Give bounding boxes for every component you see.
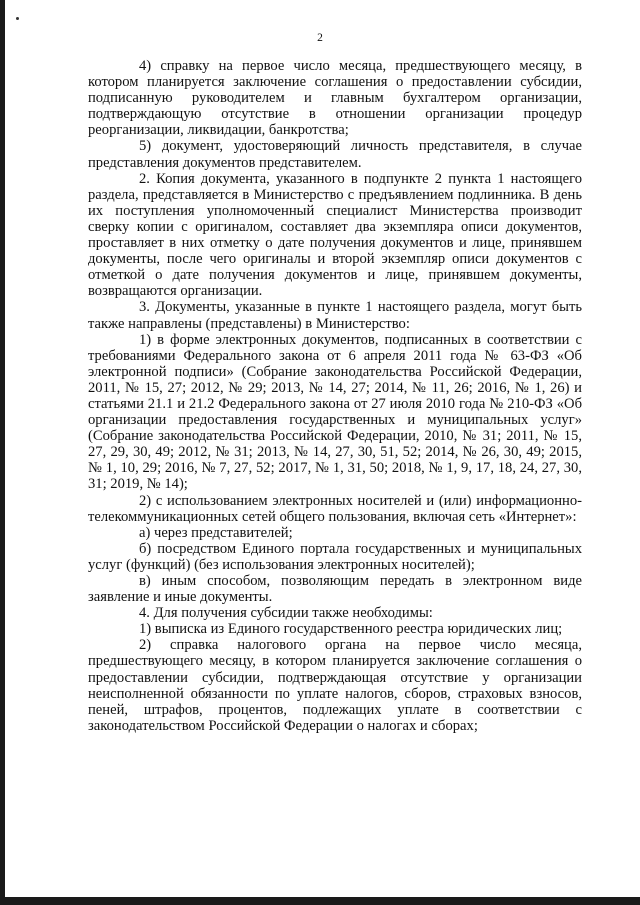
paragraph-clause-3-submission: 3. Документы, указанные в пункте 1 настоящего раздела, могут быть также направлены (представлены) в Министерство:	[88, 299, 582, 332]
paragraph-subitem-a: а) через представителей;	[139, 524, 293, 541]
paragraph-item-4-certificate: 4) справку на первое число месяца, предшествующего месяцу, в котором планируется заключение соглашения о предоставлении субсидии, подписанную руководителем и главным бухгалтером организации, подтверждающую отсутствие в отношении организации процедур реорганизации, ликвидации, банкротства;	[88, 58, 582, 139]
paragraph-clause-2-copy: 2. Копия документа, указанного в подпункте 2 пункта 1 настоящего раздела, представляется в Министерство с предъявлением подлинника. В день их поступления уполномоченный специалист Министерства производит сверку копии с оригиналом, составляет два экземпляра описи документов, проставляет в них отметку о дате получения документов и лице, принявшем документы, после чего оригиналы и второй экземпляр описи документов с отметкой о дате получения документов и лице, принявшем документы, возвращаются организации.	[88, 170, 582, 300]
paragraph-item-1-electronic-documents: 1) в форме электронных документов, подписанных в соответствии с требованиями Федерального закона от 6 апреля 2011 года № 63-ФЗ «Об электронной подписи» (Собрание законодательства Российской Федерации, 2011, № 15, 27; 2012, № 29; 2013, № 14, 27; 2014, № 11, 26; 2016, № 1, 26) и статьями 21.1 и 21.2 Федерального закона от 27 июля 2010 года № 210-ФЗ «Об организации предоставления государственных и муниципальных услуг» (Собрание законодательства Российской Федерации, 2010, № 31; 2011, № 15, 27, 29, 30, 49; 2012, № 31; 2013, № 14, 27, 30, 51, 52; 2014, № 26, 30, 49; 2015, № 1, 10, 29; 2016, № 7, 27, 52; 2017, № 1, 31, 50; 2018, № 1, 9, 17, 18, 24, 27, 30, 31; 2019, № 14);	[88, 331, 582, 493]
document-body	[88, 58, 582, 734]
scan-bottom-edge	[0, 897, 640, 905]
paragraph-subitem-b: б) посредством Единого портала государственных и муниципальных услуг (функций) (без использования электронных носителей);	[88, 540, 582, 573]
page-number: 2	[317, 32, 323, 44]
paragraph-item-5-identity-document: 5) документ, удостоверяющий личность представителя, в случае представления документов представителем.	[88, 138, 582, 171]
paragraph-item-1-registry-extract: 1) выписка из Единого государственного реестра юридических лиц;	[139, 621, 563, 638]
paragraph-item-2-tax-certificate: 2) справка налогового органа на первое число месяца, предшествующего месяцу, в котором планируется заключение соглашения о предоставлении субсидии, подтверждающая отсутствие у организации неисполненной обязанности по уплате налогов, сборов, страховых взносов, пеней, штрафов, процентов, подлежащих уплате в соответствии с законодательством Российской Федерации о налогах и сборах;	[88, 637, 582, 734]
paragraph-item-2-electronic-media: 2) с использованием электронных носителей и (или) информационно-телекоммуникационных сетей общего пользования, включая сеть «Интернет»:	[88, 492, 582, 525]
paragraph-clause-4-requirements: 4. Для получения субсидии также необходимы:	[139, 605, 433, 622]
scan-speck	[16, 17, 19, 20]
paragraph-subitem-v: в) иным способом, позволяющим передать в электронном виде заявление и иные документы.	[88, 573, 582, 606]
scan-left-edge	[0, 0, 5, 905]
